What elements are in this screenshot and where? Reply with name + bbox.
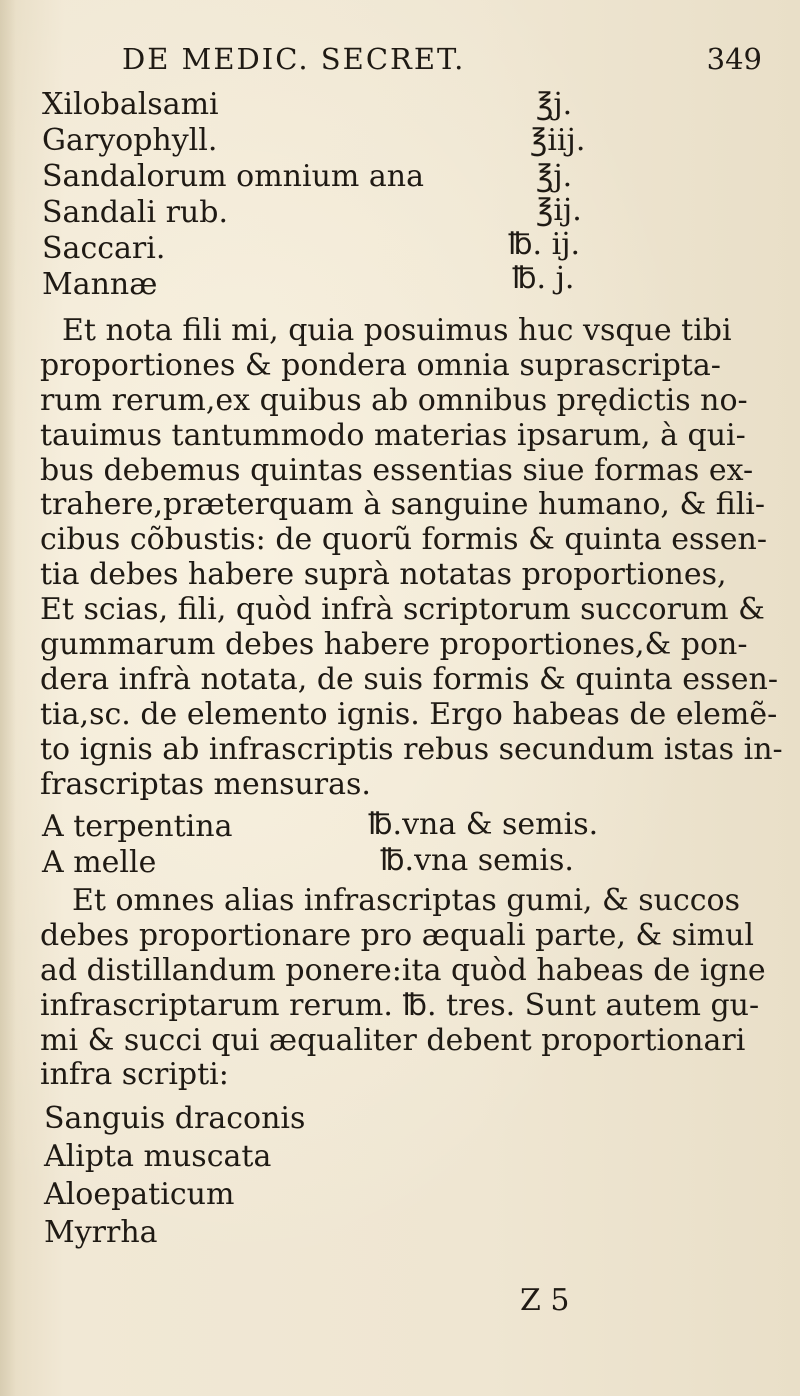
text-line: mi & succi qui æqualiter debent proportionari (40, 1022, 746, 1058)
paragraph-2 (40, 883, 766, 1093)
ingredient-name: Saccari. (42, 231, 166, 266)
text-line: Et scias, fili, quòd infrà scriptorum succorum & (40, 592, 765, 628)
text-line: Et omnes alias infrascriptas gumi, & succos (72, 883, 741, 918)
text-line: infrascriptarum rerum. ℔. tres. Sunt autem gu- (40, 987, 760, 1023)
text-line: rum rerum,ex quibus ab omnibus prędictis no- (40, 382, 748, 418)
page-gutter-shadow (0, 0, 16, 1396)
text-line: trahere,præterquam à sanguine humano, & fili- (40, 487, 766, 523)
text-line: tia,sc. de elemento ignis. Ergo habeas de elemẽ- (40, 696, 778, 732)
text-line: proportiones & pondera omnia suprascripta- (40, 347, 721, 383)
signature-mark: Z 5 (520, 1283, 570, 1318)
list-item: Sanguis draconis (44, 1101, 306, 1136)
paragraph-1 (40, 313, 783, 802)
text-line: tauimus tantummodo materias ipsarum, à qui- (40, 417, 746, 453)
ingredient-name: Sandali rub. (42, 195, 228, 230)
page-number: 349 (706, 42, 762, 76)
running-head (122, 42, 762, 88)
ingredient-name: Mannæ (42, 267, 158, 302)
text-line: Et nota fili mi, quia posuimus huc vsque tibi (62, 313, 732, 348)
text-line: tia debes habere suprà notatas proportiones, (40, 557, 727, 593)
ingredient-quantity: ℥j. (536, 159, 573, 194)
ingredient-name: Sandalorum omnium ana (42, 159, 424, 194)
ingredient-quantity: ℥ij. (536, 193, 582, 228)
ingredient-quantity: ℔. ij. (508, 227, 581, 262)
text-line: frascriptas mensuras. (40, 766, 371, 802)
ingredient-quantity: ℔.vna semis. (380, 843, 574, 878)
list-item: Aloepaticum (44, 1177, 235, 1212)
text-line: infra scripti: (40, 1057, 229, 1093)
ingredient-quantity: ℔. j. (512, 261, 575, 296)
text-line: gummarum debes habere proportiones,& pon- (40, 627, 748, 663)
ingredient-name: A terpentina (42, 809, 233, 844)
ingredient-quantity: ℥j. (536, 87, 573, 122)
ingredient-name: A melle (42, 845, 157, 880)
ingredient-quantity: ℥iij. (530, 123, 586, 158)
running-head-title: DE MEDIC. SECRET. (122, 42, 466, 76)
text-line: bus debemus quintas essentias siue formas ex- (40, 452, 754, 488)
text-line: cibus cõbustis: de quorũ formis & quinta essen- (40, 522, 768, 558)
ingredient-name: Xilobalsami (42, 87, 219, 122)
text-line: debes proportionare pro æquali parte, & simul (40, 917, 754, 953)
list-item: Alipta muscata (44, 1139, 272, 1174)
list-item: Myrrha (44, 1215, 158, 1250)
text-line: ad distillandum ponere:ita quòd habeas de igne (40, 952, 766, 988)
text-line: to ignis ab infrascriptis rebus secundum istas in- (40, 731, 783, 767)
ingredient-name: Garyophyll. (42, 123, 218, 158)
text-line: dera infrà notata, de suis formis & quinta essen- (40, 661, 778, 697)
ingredient-quantity: ℔.vna & semis. (368, 807, 599, 842)
